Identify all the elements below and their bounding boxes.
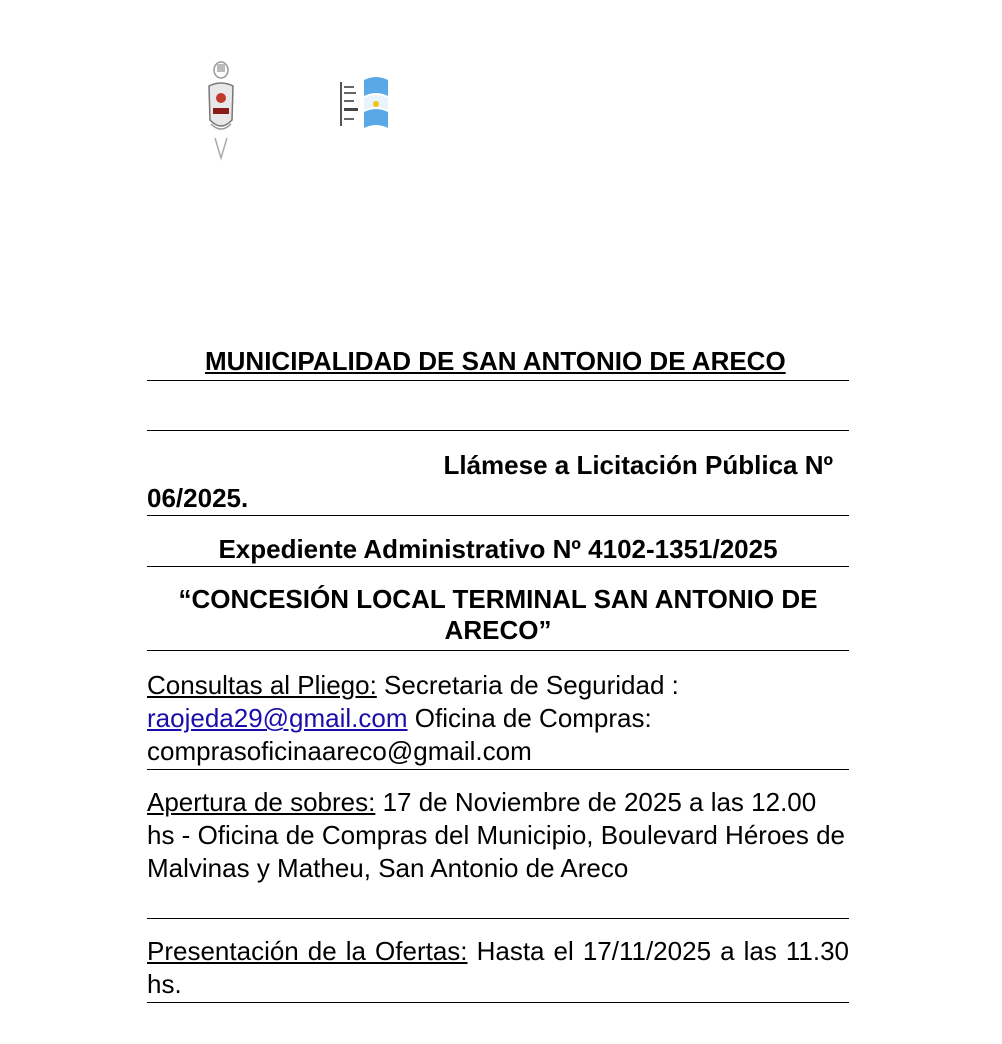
title-block [147,342,849,381]
licitacion-line-2: 06/2025. [147,483,249,513]
concesion-block [147,584,849,651]
consultas-text-1: Secretaria de Seguridad : [376,670,679,700]
municipal-seal-logo [205,58,237,162]
page-title: MUNICIPALIDAD DE SAN ANTONIO DE ARECO [205,346,786,376]
email-compras: comprasoficinaareco@gmail.com [147,736,532,766]
presentacion-label: Presentación de la Ofertas: [147,936,468,966]
consultas-text-2: Oficina de Compras: [407,703,652,733]
expediente-number: Expediente Administrativo Nº 4102-1351/2025 [218,534,778,564]
expediente-block [147,533,849,567]
presentacion-text: Hasta el 17/11/2025 a las 11.30 hs. [147,936,849,999]
apertura-text: 17 de Noviembre de 2025 a las 12.00 hs - Oficina de Compras del Municipio, Boulevard Héroes de Malvinas y Matheu, San Antonio de Areco [147,787,846,883]
consultas-label: Consultas al Pliego: [147,670,377,700]
consultas-paragraph [147,669,849,770]
democracy-anniversary-logo [340,74,390,138]
email-link-seguridad[interactable]: raojeda29@gmail.com [147,703,408,733]
apertura-paragraph [147,786,849,919]
separator-line [147,420,849,431]
concesion-title: “CONCESIÓN LOCAL TERMINAL SAN ANTONIO DE ARECO” [178,584,818,645]
presentacion-paragraph [147,935,849,1003]
licitacion-line-1: Llámese a Licitación Pública Nº [443,450,833,480]
apertura-label: Apertura de sobres: [147,787,376,817]
licitacion-block [147,448,849,516]
